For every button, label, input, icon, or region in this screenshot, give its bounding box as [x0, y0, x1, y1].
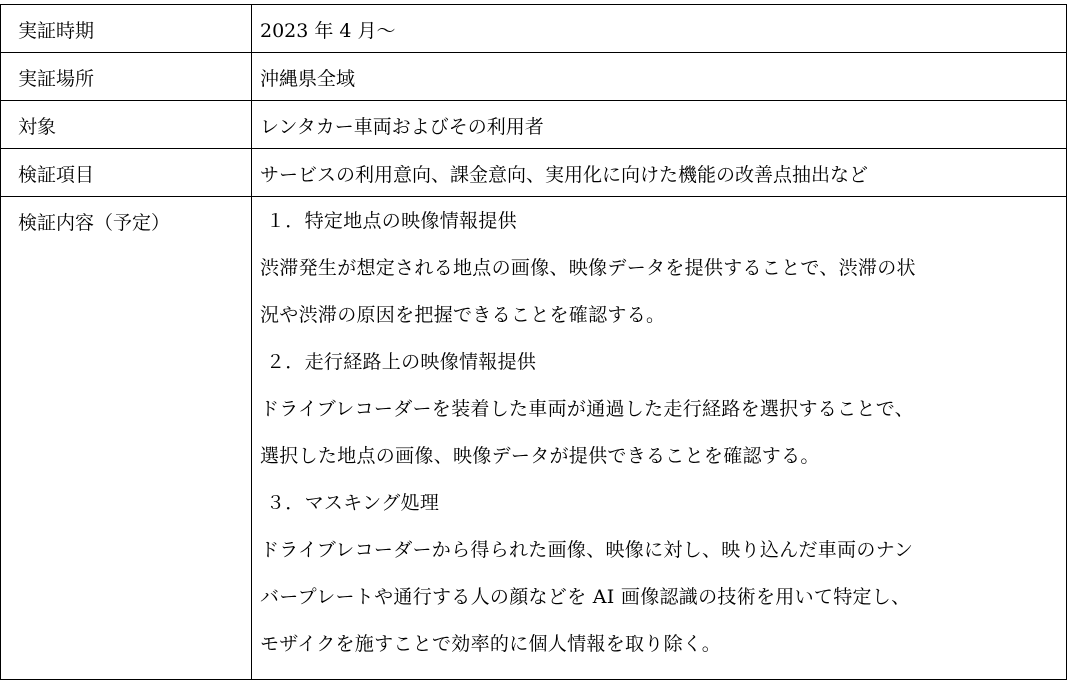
content-text-line: 渋滞発生が想定される地点の画像、映像データを提供することで、渋滞の状	[260, 257, 916, 279]
row-label-target: 対象	[1, 101, 252, 149]
content-heading-2: ２．走行経路上の映像情報提供	[266, 351, 537, 373]
row-label-location: 実証場所	[1, 53, 252, 101]
table-row-location	[1, 53, 1067, 101]
content-heading-1: １．特定地点の映像情報提供	[266, 210, 517, 232]
content-text-line: バープレートや通行する人の顔などを AI 画像認識の技術を用いて特定し、	[260, 586, 911, 608]
content-text-line: ドライブレコーダーから得られた画像、映像に対し、映り込んだ車両のナン	[260, 539, 914, 561]
row-label-period: 実証時期	[1, 5, 252, 53]
verification-overview-table	[0, 4, 1067, 680]
content-list	[252, 197, 1066, 679]
content-text-line: モザイクを施すことで効率的に個人情報を取り除く。	[260, 633, 722, 655]
row-value-location: 沖縄県全域	[252, 53, 1067, 101]
content-text-line: ドライブレコーダーを装着した車両が通過した走行経路を選択することで、	[260, 398, 914, 420]
row-label-content: 検証内容（予定）	[1, 197, 252, 680]
row-value-period: 2023 年 4 月～	[252, 5, 1067, 53]
row-value-content	[252, 197, 1067, 680]
content-heading-3: ３．マスキング処理	[266, 492, 440, 514]
content-text-line: 選択した地点の画像、映像データが提供できることを確認する。	[260, 445, 820, 467]
row-value-target: レンタカー車両およびその利用者	[252, 101, 1067, 149]
row-label-items: 検証項目	[1, 149, 252, 197]
table-row-content	[1, 197, 1067, 680]
content-text-line: 況や渋滞の原因を把握できることを確認する。	[260, 304, 666, 326]
row-value-items: サービスの利用意向、課金意向、実用化に向けた機能の改善点抽出など	[252, 149, 1067, 197]
table-row-period	[1, 5, 1067, 53]
table-row-items	[1, 149, 1067, 197]
table-row-target	[1, 101, 1067, 149]
